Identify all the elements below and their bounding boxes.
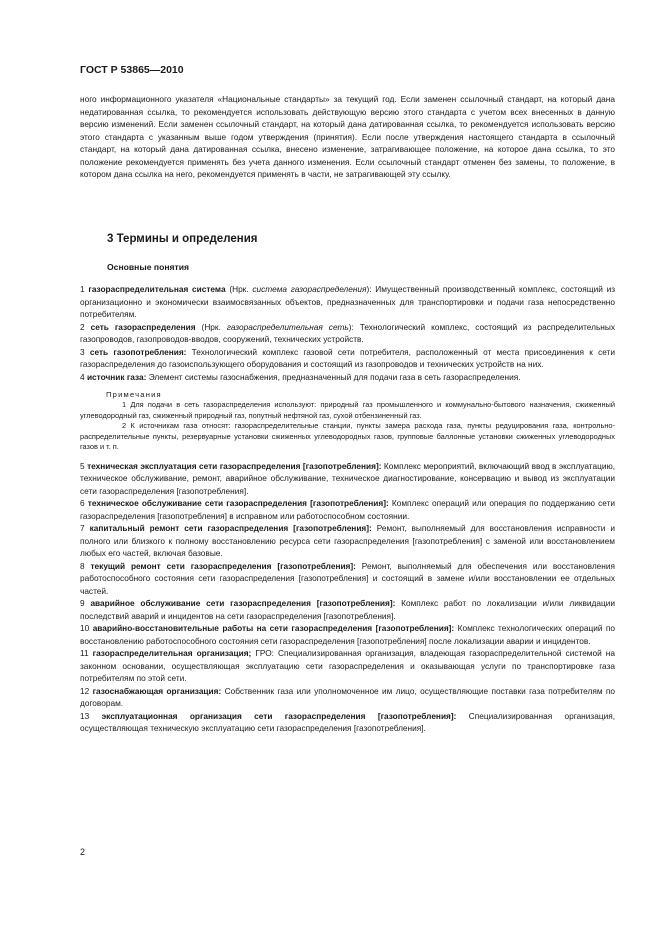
term-definition: Собственник газа или уполномоченное им лицо, осуществляющие поставки газа потребителям по договорам.	[80, 685, 616, 709]
note-item: 1 Для подачи в сеть газораспределения используют: природный газ промышленного и коммунально-бытового назначения, сжиженный углеводородный газ, сжиженный природный газ, попутный нефтяной газ, сухой отбензиненный газ.	[80, 400, 615, 420]
term-number: 2	[80, 321, 85, 332]
terms-list	[80, 283, 615, 735]
term-name: сеть газораспределения	[90, 321, 196, 332]
term-prefix: (Нрк.	[195, 321, 227, 332]
term-number: 4	[80, 371, 85, 382]
term-definition: Комплекс технологических операций по восстановлению работоспособного состояния сети газораспределения [газопотребления] после локализации аварии и инцидентов.	[80, 623, 616, 646]
term-name: аварийно-восстановительные работы на сети газораспределения [газопотребления]:	[92, 623, 455, 634]
term-definition: ): Технологический комплекс, состоящий из распределительных газопроводов, газопроводов-вводов, сооружений, технических устройств.	[80, 321, 615, 344]
term-entry	[80, 321, 615, 346]
term-entry	[80, 346, 615, 371]
subsection-title: Основные понятия	[107, 262, 190, 272]
term-alias: система газораспределения	[252, 284, 367, 294]
term-number: 11	[80, 648, 89, 659]
term-entry	[80, 560, 615, 598]
term-name: аварийное обслуживание сети газораспределения [газопотребления]:	[90, 598, 396, 609]
term-entry	[80, 710, 615, 735]
term-entry	[80, 522, 615, 560]
notes-title: Примечания	[106, 390, 162, 399]
term-name: источник газа:	[86, 371, 147, 382]
term-entry	[80, 371, 615, 384]
page-number: 2	[80, 847, 86, 857]
term-name: капитальный ремонт сети газораспределения [газопотребления]:	[89, 523, 372, 534]
term-definition: Комплекс операций или операция по поддержанию сети газораспределения [газопотребления] в исправном или работоспособном состоянии.	[80, 498, 615, 521]
term-name: текущий ремонт сети газораспределения [газопотребления]:	[90, 560, 356, 571]
term-name: эксплуатационная организация сети газораспределения [газопотребления]:	[101, 710, 457, 721]
term-entry	[80, 597, 615, 622]
term-name: техническая эксплуатация сети газораспределения [газопотребления]:	[87, 460, 382, 471]
term-definition: Комплекс работ по локализации и/или ликвидации последствий аварий и инцидентов на сети газораспределения [газопотребления].	[80, 598, 615, 621]
term-number: 8	[80, 560, 85, 571]
term-name: газораспределительная система	[88, 284, 226, 294]
term-definition: ): Имущественный производственный комплекс, состоящий из организационно и экономически взаимосвязанных объектов, предназначенных для транспортировки и подачи газа непосредственно потребителям.	[80, 284, 616, 319]
section-title: 3 Термины и определения	[107, 233, 258, 245]
term-definition: Технологический комплекс газовой сети потребителя, расположенный от места присоединения к сети газораспределения до газоиспользующего оборудования и состоящий из газопроводов и технических устройств на них.	[80, 346, 615, 369]
terms-group-a	[80, 283, 615, 383]
note-item: 2 К источникам газа относят: газораспределительные станции, пункты замера расхода газа, пункты редуцирования газа, контрольно-распределительные пункты, резервуарные установки сжиженных углеводородных газов, групповые баллонные установки сжиженных углеводородных газов и т. п.	[80, 421, 615, 452]
term-entry	[80, 622, 615, 647]
terms-group-b	[80, 460, 615, 735]
intro-paragraph: ного информационного указателя «Национальные стандарты» за текущий год. Если заменен ссылочный стандарт, на который дана недатированная ссылка, то рекомендуется использовать действующую версию этого стандарта с учетом всех внесенных в данную версию изменений. Если заменен ссылочный стандарт, на который дана датированная ссылка, то рекомендуется использовать версию этого стандарта с указанным выше годом утверждения (принятия). Если после утверждения настоящего стандарта в ссылочный стандарт, на который дана датированная ссылка, внесено изменение, затрагивающее положение, на которое дана ссылка, то это положение рекомендуется применять без учета данного изменения. Если ссылочный стандарт отменен без замены, то положение, в котором дана ссылка на него, рекомендуется применять в части, не затрагивающей эту ссылку.	[80, 94, 615, 179]
term-name: газораспределительная организация;	[92, 648, 252, 659]
term-number: 7	[80, 523, 85, 534]
term-number: 9	[80, 598, 85, 609]
term-number: 1	[80, 284, 85, 294]
term-number: 3	[80, 346, 85, 357]
term-number: 5	[80, 460, 85, 471]
term-definition: Ремонт, выполняемый для обеспечения или восстановления работоспособного состояния сети газораспределения [газопотребления] и состоящий в замене и/или восстановлении ее отдельных частей.	[80, 560, 615, 596]
term-entry	[80, 460, 615, 498]
term-definition: Комплекс мероприятий, включающий ввод в эксплуатацию, техническое обслуживание, ремонт, аварийное обслуживание, техническое диагностирование, консервацию и вывод из эксплуатации сети газораспределения [газопотребления].	[80, 460, 616, 496]
term-number: 13	[80, 710, 90, 721]
notes-block	[80, 389, 615, 453]
document-header: ГОСТ Р 53865—2010	[80, 64, 184, 76]
term-entry	[80, 647, 615, 685]
term-number: 10	[80, 623, 90, 634]
term-entry	[80, 497, 615, 522]
term-name: техническое обслуживание сети газораспределения [газопотребления]:	[87, 498, 389, 509]
term-prefix: (Нрк.	[225, 284, 253, 294]
term-alias: газораспределительная сеть	[226, 321, 349, 332]
term-number: 6	[80, 498, 85, 509]
term-definition: Ремонт, выполняемый для восстановления исправности и полного или близкого к полному восстановлению ресурса сети газораспределения [газопотребления] с заменой или восстановлением любых его частей, включая базовые.	[80, 523, 615, 559]
term-entry	[80, 283, 615, 321]
term-number: 12	[80, 685, 90, 696]
term-definition: Элемент системы газоснабжения, предназначенный для подачи газа в сеть газораспределения.	[146, 371, 521, 382]
term-name: сеть газопотребления:	[89, 346, 187, 357]
term-definition: Специализированная организация, осуществляющая техническую эксплуатацию сети газораспределения [газопотребления].	[80, 710, 616, 734]
term-name: газоснабжающая организация:	[92, 685, 222, 696]
term-entry	[80, 685, 615, 710]
term-definition: ГРО: Специализированная организация, владеющая газораспределительной системой на законном основании, осуществляющая эксплуатацию сети газораспределения и оказывающая услуги по транспортировке газа потребителям по этой сети.	[80, 648, 615, 684]
